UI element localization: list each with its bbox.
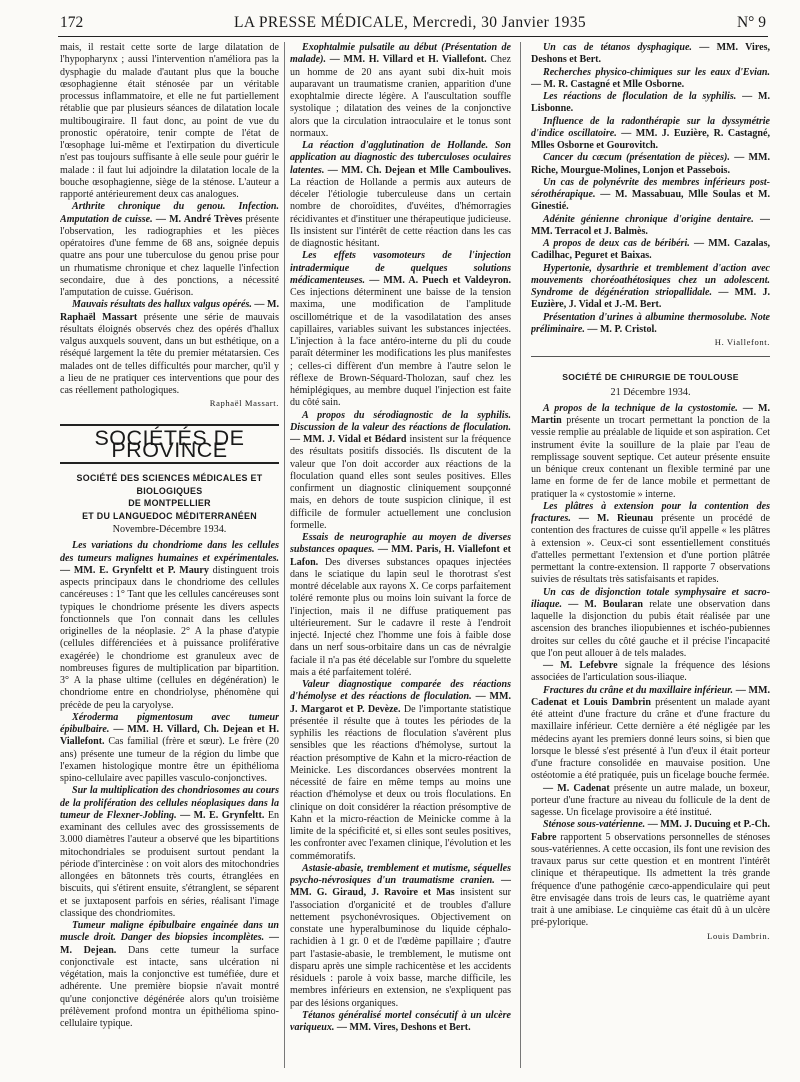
article: Exophtalmie pulsatile au début (Présentation de malade). — MM. H. Villard et H. Viallefont. Chez un homme de 20 ans ayant subi dix-huit mois auparavant un traumatisme cranien, apparition d'une exophtalmie directe légère. A l'auscultation souffle systolique ; dilatation des veines de la conjonctive alors que la circulation intraoculaire et le tonus sont normaux. xyxy=(290,42,511,139)
signature: Raphaël Massart. xyxy=(209,398,279,409)
society-date: 21 Décembre 1934. xyxy=(610,386,691,398)
article: A propos de la technique de la cystostomie. — M. Martin présente un trocart permettant la ponction de la vessie remplie au préalable de liquide et son aspiration. Cet instrument évite la souillure de la plaie par l'eau de remplissage souvent septique. Cet auteur présente ensuite un bénique creux contenant un flexible terminé par une lame en forme de fer de lance mobile et permettant de pratiquer la « cystostomie » interne. xyxy=(531,402,770,500)
section-title: SOCIÉTÉS DE PROVINCE xyxy=(60,424,279,465)
column-left xyxy=(60,42,279,1072)
article: Les réactions de floculation de la syphilis. — M. Lisbonne. xyxy=(531,91,770,115)
issue-number: N° 9 xyxy=(736,14,766,31)
article: Sténose sous-vatérienne. — MM. J. Ducuing et P.-Ch. Fabre rapportent 5 observations personnelles de sténoses sous-vatériennes. A cette occasion, ils font une revision des travaux parus sur cette question et en montrent l'intérêt clinique et thérapeutique. Ils admettent la très grande fréquence d'une pathogénie cæco-appendiculaire qui peut être envisagée dans trois de leurs cas, le quatrième ayant trait à une amibiase. Le cinquième cas était dû à un ulcère pré-pylorique. xyxy=(531,819,770,929)
signature: Louis Dambrin. xyxy=(707,930,770,941)
article: A propos de deux cas de béribéri. — MM. Cazalas, Cadilhac, Peguret et Baixas. xyxy=(531,238,770,262)
society-date: Novembre-Décembre 1934. xyxy=(112,524,227,535)
article: Un cas de tétanos dysphagique. — MM. Vires, Deshons et Bert. xyxy=(531,42,770,66)
article: Les effets vasomoteurs de l'injection intradermique de quelques solutions médicamenteuses. — MM. A. Puech et Valdeyron. Ces injections déterminent une baisse de la tension maxima, une modification de l'amplitude oscillométrique et de la vasodilatation des anses capillaires, variables suivant les substances injectées. L'injection à la face antéro-interne du pli du coude paraît déterminer les modifications les plus manifestes ; celles-ci diffèrent d'un membre à l'autre selon le réflexe de Brown-Séquard-Tholozan, sauf chez les hémiplégiques, au membre duquel l'injection est faite du côté sain. xyxy=(290,250,511,409)
article: Astasie-abasie, tremblement et mutisme, séquelles psycho-névrosiques d'un traumatisme cranien. — MM. G. Giraud, J. Ravoire et Mas insistent sur l'association d'organicité et de troubles d'allure nettement psychonévrosiques. Objectivement on constate une hyperalbuminose du liquide céphalo-rachidien à 1 gr. 0 et de l'œdème papillaire ; d'autre part l'astasie-abasie, le tremblement, le mutisme ont disparu après une simple rachicentèse et les accidents résiduels : parole à voix basse, marche difficile, les membres inférieurs en extension, ne s'expliquent pas par des lésions organiques. xyxy=(290,862,511,1009)
column-middle xyxy=(290,42,511,1072)
article: Xéroderma pigmentosum avec tumeur épibulbaire. — MM. H. Villard, Ch. Dejean et H. Viallefont. Cas familial (frère et sœur). Le frère (20 ans) présente une tumeur de la région du limbe que l'examen histologique montre être un épithélioma spino-cellulaire avec papilles vasculo-conjonctives. xyxy=(60,711,279,784)
article: Mauvais résultats des hallux valgus opérés. — M. Raphaël Massart présente une série de mauvais résultats éloignés observés chez des opérés d'hallux valgus auxquels souvent, dans un but esthétique, on a réséqué largement la tête du premier métatarsien. Ces malades ont de telles difficultés pour marcher, qu'il y a lieu de ne pratiquer ces interventions que pour des cas réellement pathologiques. xyxy=(60,299,279,396)
column-right xyxy=(531,42,770,1072)
article: Recherches physico-chimiques sur les eaux d'Evian. — M. R. Castagné et Mlle Osborne. xyxy=(531,66,770,90)
article: Essais de neurographie au moyen de diverses substances opaques. — MM. Paris, H. Viallefont et Lafon. Des diverses substances opaques injectées dans le sciatique du lapin seul le thorotrast s'est montré décelable aux rayons X. Ce corps parfaitement toléré remonte plus ou moins loin suivant la force de l'injection, mais il ne diffuse pratiquement pas ultérieurement. Sur le cadavre il reste à l'endroit injecté. Injecté chez l'homme une fois à faible dose dans un nerf sous-orbitaire dans un cas de névralgie faciale il n'a pas été décelable sur l'ombre du squelette mais a été parfaitement toléré. xyxy=(290,532,511,678)
article: Arthrite chronique du genou. Infection. Amputation de cuisse. — M. André Trèves présente l'observation, les radiographies et les pièces opératoires d'une femme de 68 ans, soignée depuis quatre ans pour une tuberculose du genou prise pour un rhumatisme chronique et chez laquelle l'infection secondaire, due à des ponctions, a nécessité l'amputation de cuisse. Guérison. xyxy=(60,201,279,298)
article: La réaction d'agglutination de Hollande. Son application au diagnostic des tuberculoses oculaires latentes. — MM. Ch. Dejean et Mlle Camboulives. La réaction de Hollande a permis aux auteurs de déceler l'étiologie tuberculeuse dans un certain nombre de choroïdites, d'uvéites, d'hémorragies récidivantes et d'instituer une thérapeutique judicieuse. Ils insistent sur l'intérêt de cette réaction dans les cas de diagnostic hésitant. xyxy=(290,140,511,249)
page-number: 172 xyxy=(60,14,84,31)
article: Valeur diagnostique comparée des réactions d'hémolyse et des réactions de floculation. — MM. J. Margarot et P. Devèze. De l'importante statistique présentée il résulte que à toutes les périodes de la syphilis les réactions de floculation s'avèrent plus sensibles que les réactions d'hémolyse, surtout la réaction présomptive de Kahn et la micro-réaction de Meinicke. Les discordances observées montrent la nécessité de faire en même temps au moins une réaction d'hémolyse et deux ou trois floculations. En clinique on doit considérer la réaction présomptive de Kahn et la micro-réaction de Meinicke comme à la limite de la spécificité et, si elles sont seules positives, les confronter avec l'examen clinique, l'évolution et les commémoratifs. xyxy=(290,679,511,862)
article: Tumeur maligne épibulbaire engainée dans un muscle droit. Danger des biopsies incomplètes. — M. Dejean. Dans cette tumeur la surface conjonctivale est intacte, sans ulcération ni végétation, mais la conjonctive est tuméfiée, dure et adhérente. Une première biopsie n'avait montré qu'une conjonctive dégénérée alors qu'un troisième prélèvement profond montra un épithélioma spino-cellulaire typique. xyxy=(60,920,279,1029)
signature: H. Viallefont. xyxy=(714,337,770,347)
continued-text: mais, il restait cette sorte de large dilatation de l'hypopharynx ; aussi l'intervention n'améliora pas la dysphagie du malade d'autant plus que la bouche œsophagienne était sténosée par un véritable processus inflammatoire, et elle ne fut partiellement rétablie que par plusieurs séances de dilatation locale multibougiraire. Il faut donc, au point de vue du pronostic opératoire, tenir compte de l'état de l'œsophage lui-même et l'extirpation du diverticule n'est pas toujours suffisante à elle seule pour guérir le malade : il faut lui adjoindre la dilatation locale de la bouche œsophagienne, siège de la sténose. L'auteur a rapporté antérieurement deux cas analogues. xyxy=(60,42,279,200)
running-header xyxy=(58,10,768,37)
article: Les plâtres à extension pour la contention des fractures. — M. Rieunau présente un procédé de contention des fractures de cuisse qu'il appelle « les plâtres à extension ». Ceux-ci sont essentiellement constitués d'attelles permettant l'extension et d'une portion plâtrée permettant la contre-extension. Il rapporte 7 observations suivies de résultats très satisfaisants et rapides. xyxy=(531,500,770,586)
article: Les variations du chondriome dans les cellules des tumeurs malignes humaines et expérimentales. — MM. E. Grynfeltt et P. Maury distinguent trois aspects principaux dans le chondriome des cellules cancéreuses : 1° Tant que les cellules cancéreuses sont typiques le chondriome présente les divers aspects fonctionnels que l'on connait dans les cellules originelles de la néoplasie. 2° A la phase d'atypie (cellules différenciées et à puissance proliférative exagérée) le chondriome est granuleux avec de nombreuses figures de multiplication par bipartition. 3° A la phase ultime (cellules en dégénération) le chondriome entre en chondriolyse, phénomène qui précède de peu la caryolyse. xyxy=(60,540,279,711)
society-heading: SOCIÉTÉ DE CHIRURGIE DE TOULOUSE xyxy=(562,372,739,383)
article: Un cas de polynévrite des membres inférieurs post-sérothérapique. — M. Massabuau, Mlle Soulas et M. Ginestié. xyxy=(531,176,770,213)
article: Sur la multiplication des chondriosomes au cours de la prolifération des cellules néoplasiques dans la tumeur de Flexner-Jobling. — M. E. Grynfeltt. En examinant des cellules avec des grossissements de 3.000 diamètres l'auteur a observé que les bipartitions mitochondriales se produisent surtout pendant la période d'intercinèse : on voit alors des mitochondries allongées en bâtonnets très courts, étranglées en biscuits, qui s'étirent ensuite, s'étranglent, se séparent et se juxtaposent parfois en séries, réalisant l'image classique des chondriomites. xyxy=(60,785,279,919)
article: Fractures du crâne et du maxillaire inférieur. — MM. Cadenat et Louis Dambrin présentent un malade ayant été atteint d'une fracture du crâne et d'une fracture du maxillaire inférieur. Cette dernière a été négligée par les médecins ayant les premiers donné leurs soins, si bien que lorsque le blessé s'est présenté à l'un d'eux il était porteur d'une fracture consolidée en mauvaise position. Une ostéotomie a été pratiquée, puis un ficelage bouche fermée. xyxy=(531,684,770,782)
article: Cancer du cæcum (présentation de pièces). — MM. Riche, Mourgue-Molines, Lonjon et Passebois. xyxy=(531,152,770,176)
section-rule xyxy=(531,356,770,357)
article-comment: — M. Cadenat présente un autre malade, un boxeur, porteur d'une fracture au niveau du follicule de la dent de sagesse. Un ficelage provisoire a été institué. xyxy=(531,782,770,818)
article: Adénite génienne chronique d'origine dentaire. — MM. Terracol et J. Balmès. xyxy=(531,213,770,237)
article: Hypertonie, dysarthrie et tremblement d'action avec mouvements choréoathétosiques chez un adolescent. Syndrome de dégénération striopallidale. — MM. J. Euzière, J. Vidal et J.-M. Bert. xyxy=(531,262,770,311)
article: Tétanos généralisé mortel consécutif à un ulcère variqueux. — MM. Vires, Deshons et Bert. xyxy=(290,1009,511,1033)
article: Un cas de disjonction totale symphysaire et sacro-iliaque. — M. Boularan relate une observation dans laquelle la disjonction du pubis était réalisée par une ascension des branches iliopubiennes et ischéo-pubiennes droites sur celles du côté gauche et il précise l'incapacité que l'on peut allouer à de tels malades. xyxy=(531,586,770,659)
article: Influence de la radonthérapie sur la dyssymétrie d'indice oscillatoire. — MM. J. Euzière, R. Castagné, Mlles Osborne et Gourovitch. xyxy=(531,115,770,151)
column-divider xyxy=(520,42,521,1068)
society-heading: SOCIÉTÉ DES SCIENCES MÉDICALES ET BIOLOGIQUES DE MONTPELLIER ET DU LANGUEDOC MÉDITERRANÉEN xyxy=(76,473,263,521)
column-divider xyxy=(284,42,285,1068)
journal-title: LA PRESSE MÉDICALE, Mercredi, 30 Janvier 1935 xyxy=(234,14,587,31)
article-comment: — M. Lefebvre signale la fréquence des lésions associées de l'articulation sous-iliaque. xyxy=(531,660,770,684)
article: Présentation d'urines à albumine thermosolube. Note préliminaire. — M. P. Cristol. xyxy=(531,311,770,335)
article: A propos du sérodiagnostic de la syphilis. Discussion de la valeur des réactions de floculation. — MM. J. Vidal et Bédard insistent sur la fréquence des résultats positifs dissociés. Ils discutent de la valeur que l'on doit accorder aux réactions de la floculation quand elles sont seules positives. Elles confirment un diagnostic cliniquement soupçonné mais, en dehors de toute suspicion clinique, il est difficile de formuler actuellement une conclusion formelle. xyxy=(290,409,511,531)
